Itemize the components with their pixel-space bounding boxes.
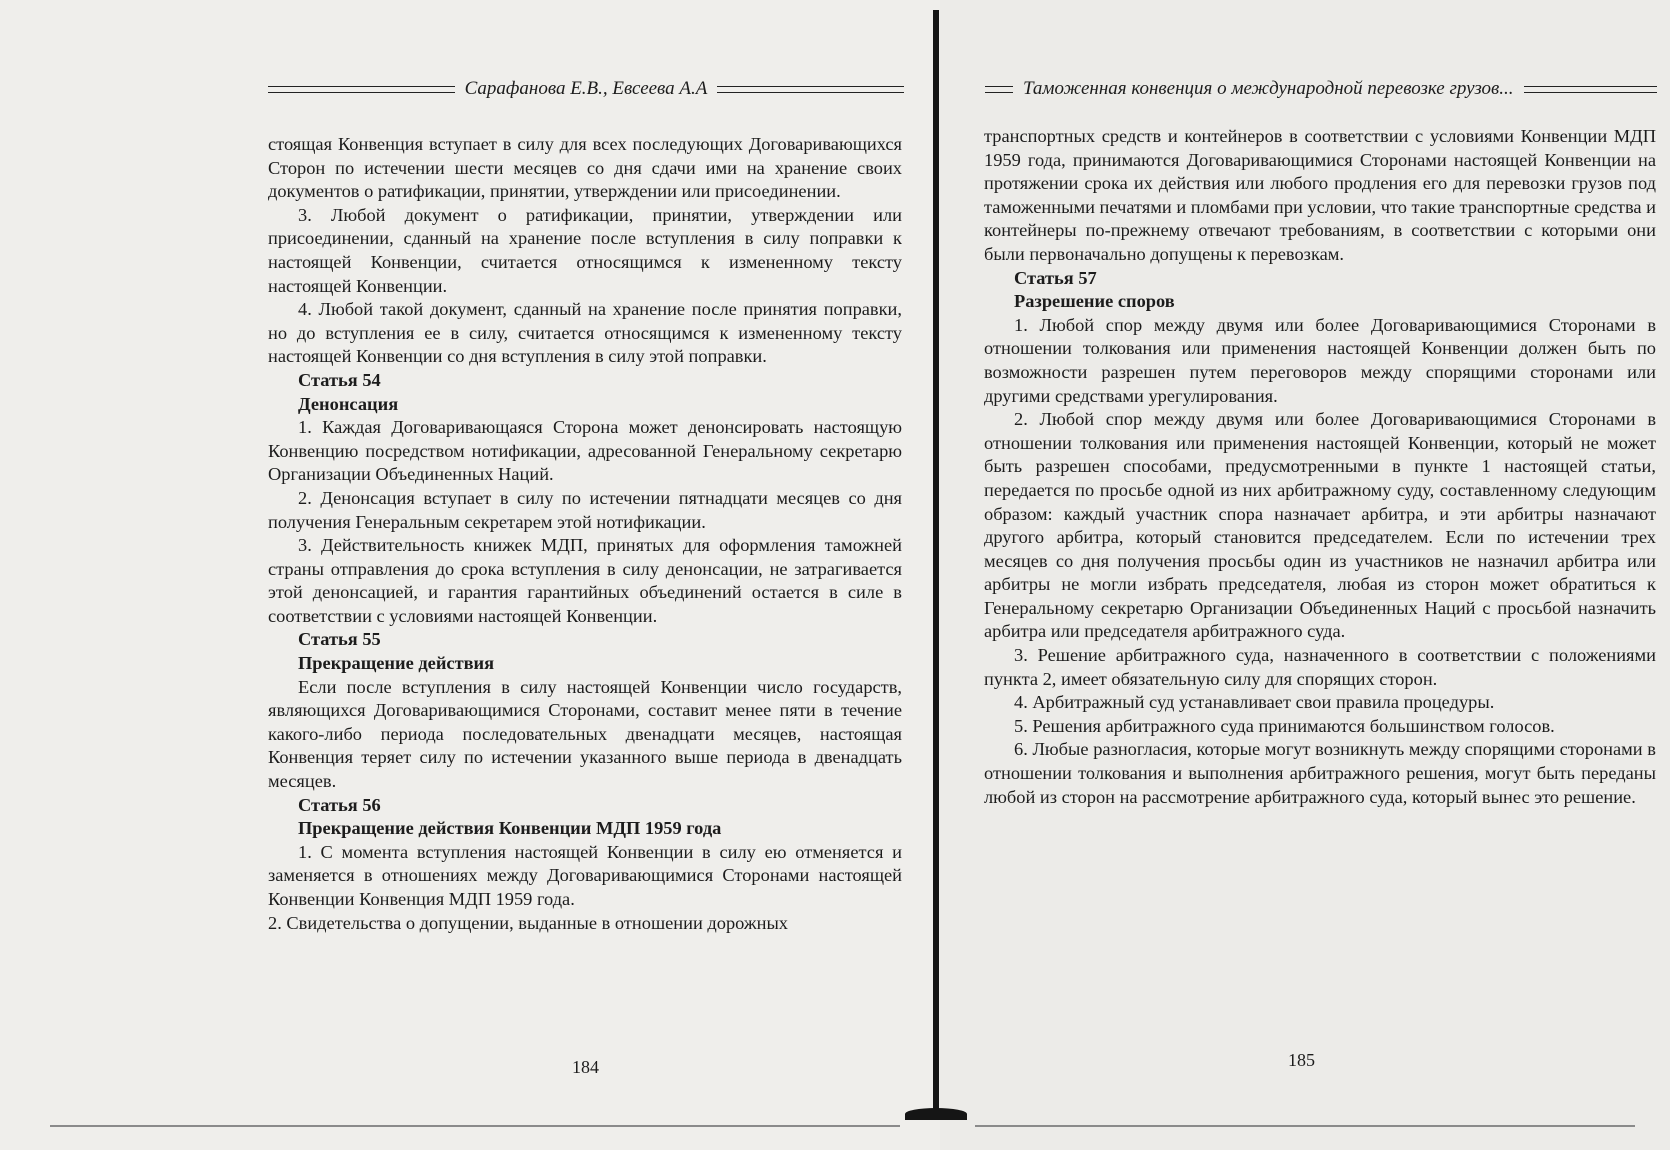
paragraph: 4. Арбитражный суд устанавливает свои правила процедуры. [1014,692,1495,713]
paragraph: 3. Действительность книжек МДП, принятых для оформления таможней страны отправления до срока вступления в силу денонсации, не затрагивается этой денонсацией, и гарантия гарантийных объединений остается в силе в соответствии с условиями настоящей Конвенции. [268,535,902,626]
paragraph: 3. Решение арбитражного суда, назначенного в соответствии с положениями пункта 2, имеет обязательную силу для спорящих сторон. [984,645,1656,689]
paragraph: транспортных средств и контейнеров в соответствии с условиями Конвенции МДП 1959 года, принимаются Договаривающимися Сторонами настоящей Конвенции на протяжении срока их действия или любого продления его для перевозки грузов под таможенными печатями и пломбами при условии, что такие транспортные средства и контейнеры по-прежнему отвечают требованиям, в соответствии с которыми они были первоначально допущены к перевозкам. [984,126,1656,264]
right-page-body [984,125,1656,809]
paragraph: 6. Любые разногласия, которые могут возникнуть между спорящими сторонами в отношении толкования и выполнения арбитражного решения, могут быть переданы любой из сторон на рассмотрение арбитражного суда, который вынес это решение. [984,739,1656,807]
header-rule-left [985,86,1013,93]
paragraph: 2. Свидетельства о допущении, выданные в отношении дорожных [268,912,788,933]
left-running-header [268,74,904,104]
right-running-header [985,74,1657,104]
paragraph: 1. Любой спор между двумя или более Договаривающимися Сторонами в отношении толкования или применения настоящей Конвенции должен быть по возможности разрешен путем переговоров между спорящими сторонами или другими средствами урегулирования. [984,314,1656,406]
paragraph: 2. Любой спор между двумя или более Договаривающимися Сторонами в отношении толкования или применения настоящей Конвенции, который не может быть разрешен способами, предусмотренными в пункте 1 настоящей статьи, передается по просьбе одной из них арбитражному суду, составленному следующим образом: каждый участник спора назначает арбитра, и эти арбитры назначают другого арбитра, который становится председателем. Если по истечении трех месяцев со дня получения просьбы один из участников не назначил арбитра или арбитры не могли избрать председателя, любая из сторон может обратиться к Генеральному секретарю Организации Объединенных Наций с просьбой назначить арбитра или председателя арбитражного суда. [984,409,1656,642]
article-heading: Статья 55 [298,629,381,650]
article-heading: Денонсация [298,393,399,414]
header-rule-left [268,86,455,93]
paragraph: 5. Решения арбитражного суда принимаются большинством голосов. [1014,715,1555,736]
paragraph: 1. Каждая Договаривающаяся Сторона может денонсировать настоящую Конвенцию посредством нотификации, адресованной Генеральному секретарю Организации Объединенных Наций. [268,417,902,485]
paragraph: 4. Любой такой документ, сданный на хранение после принятия поправки, но до вступления ее в силу, считается относящимся к измененному тексту настоящей Конвенции со дня вступления в силу этой поправки. [268,299,902,367]
bottom-scan-edge-left [50,1125,900,1127]
paragraph: 3. Любой документ о ратификации, принятии, утверждении или присоединении, сданный на хранение после вступления в силу поправки к настоящей Конвенции, считается относящимся к измененному тексту настоящей Конвенции. [268,204,902,296]
article-heading: Статья 57 [1014,267,1097,288]
article-heading: Прекращение действия Конвенции МДП 1959 года [298,818,722,839]
article-heading: Статья 54 [298,369,381,390]
header-rule-right [717,86,904,93]
right-header-text: Таможенная конвенция о международной перевозке грузов... [1023,78,1514,99]
right-page-number: 185 [1288,1050,1315,1070]
article-heading: Разрешение споров [1014,291,1175,312]
paragraph: 2. Денонсация вступает в силу по истечении пятнадцати месяцев со дня получения Генеральным секретарем этой нотификации. [268,487,902,532]
book-spine-shadow [933,10,939,1120]
right-page [940,0,1670,1150]
article-heading: Прекращение действия [298,653,495,674]
paragraph: 1. С момента вступления настоящей Конвенции в силу ею отменяется и заменяется в отношениях между Договаривающимися Сторонами настоящей Конвенции Конвенция МДП 1959 года. [268,841,902,909]
left-page-body [268,133,902,935]
left-header-text: Сарафанова Е.В., Евсеева А.А [464,78,708,99]
bottom-scan-edge-right [975,1125,1635,1127]
header-rule-right [1524,86,1658,93]
book-spine-foot [905,1108,967,1120]
paragraph: стоящая Конвенция вступает в силу для всех последующих Договаривающихся Сторон по истечении шести месяцев со дня сдачи ими на хранение своих документов о ратификации, принятии, утверждении или присоединении. [268,134,902,202]
paragraph: Если после вступления в силу настоящей Конвенции число государств, являющихся Договаривающимися Сторонами, составит менее пяти в течение какого-либо периода последовательных двенадцати месяцев, настоящая Конвенция теряет силу по истечении указанного выше периода в двенадцать месяцев. [268,676,902,792]
left-page-number: 184 [572,1057,599,1077]
article-heading: Статья 56 [298,794,381,815]
